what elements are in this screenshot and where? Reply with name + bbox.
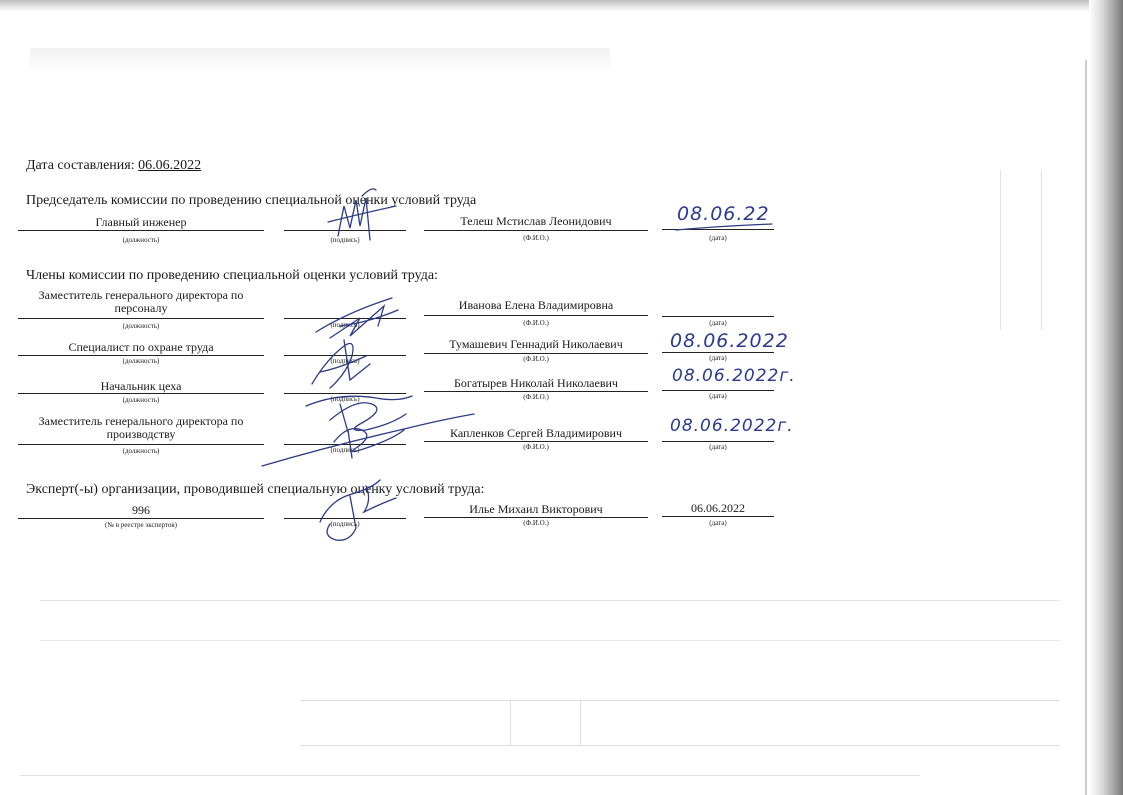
fio-line <box>424 315 648 316</box>
position-line <box>18 318 264 319</box>
registry-caption: (№ в реестре экспертов) <box>104 521 177 529</box>
position-caption: (должность) <box>122 322 160 330</box>
members-heading: Члены комиссии по проведению специальной оценки условий труда: <box>26 268 438 283</box>
date-line <box>662 390 774 391</box>
expert-date: 06.06.2022 <box>691 501 745 515</box>
signature-line <box>284 318 406 319</box>
position-line <box>18 393 264 394</box>
member-3-date-handwritten: 08.06.2022г. <box>672 366 796 386</box>
member-4-name: Капленков Сергей Владимирович <box>449 426 623 440</box>
compilation-date-value: 06.06.2022 <box>138 158 202 173</box>
signature-caption: (подпись) <box>330 357 360 365</box>
fio-line <box>424 517 648 518</box>
fio-line <box>424 441 648 442</box>
member-4-position: Заместитель генерального директора по производству <box>38 414 244 441</box>
signature-caption: (подпись) <box>330 395 360 403</box>
chair-position: Главный инженер <box>95 215 187 229</box>
expert-registry-number: 996 <box>132 503 150 517</box>
signature-line <box>284 444 406 445</box>
fio-caption: (Ф.И.О.) <box>523 393 549 401</box>
member-1-position: Заместитель генерального директора по персоналу <box>38 288 244 315</box>
date-caption: (дата) <box>709 519 727 527</box>
member-4-date-handwritten: 08.06.2022г. <box>670 416 794 436</box>
member-3-position: Начальник цеха <box>100 379 182 393</box>
date-line <box>662 352 774 353</box>
signature-caption: (подпись) <box>330 236 360 244</box>
scan-top-edge <box>0 0 1123 12</box>
member-2-date-handwritten: 08.06.2022 <box>670 330 789 352</box>
scan-right-edge <box>1089 0 1123 795</box>
scan-page-edge <box>1085 60 1087 795</box>
position-caption: (должность) <box>122 447 160 455</box>
chair-heading: Председатель комиссии по проведению специальной оценки условий труда <box>26 193 477 208</box>
date-caption: (дата) <box>709 234 727 242</box>
position-line <box>18 355 264 356</box>
position-caption: (должность) <box>122 396 160 404</box>
signature-line <box>284 230 406 231</box>
position-line <box>18 444 264 445</box>
position-caption: (должность) <box>122 357 160 365</box>
fio-line <box>424 353 648 354</box>
member-1-name: Иванова Елена Владимировна <box>458 298 614 312</box>
fio-caption: (Ф.И.О.) <box>523 519 549 527</box>
chair-date-handwritten: 08.06.22 <box>677 203 770 225</box>
signature-caption: (подпись) <box>330 446 360 454</box>
date-caption: (дата) <box>709 354 727 362</box>
position-line <box>18 230 264 231</box>
chair-name: Телеш Мстислав Леонидович <box>460 214 612 228</box>
fio-line <box>424 391 648 392</box>
fio-caption: (Ф.И.О.) <box>523 319 549 327</box>
fio-line <box>424 230 648 231</box>
fio-caption: (Ф.И.О.) <box>523 355 549 363</box>
member-2-name: Тумашевич Геннадий Николаевич <box>449 337 623 351</box>
signature-line <box>284 355 406 356</box>
date-line <box>662 516 774 517</box>
compilation-date-label: Дата составления: <box>26 158 135 173</box>
signature-caption: (подпись) <box>330 520 360 528</box>
date-caption: (дата) <box>709 392 727 400</box>
signature-line <box>284 393 406 394</box>
member-2-position: Специалист по охране труда <box>68 340 214 354</box>
expert-heading: Эксперт(-ы) организации, проводившей специальную оценку условий труда: <box>26 482 485 497</box>
date-caption: (дата) <box>709 443 727 451</box>
registry-line <box>18 518 264 519</box>
date-line <box>662 229 774 230</box>
expert-name: Илье Михаил Викторович <box>469 502 603 516</box>
position-caption: (должность) <box>122 236 160 244</box>
member-3-name: Богатырев Николай Николаевич <box>454 376 618 390</box>
date-line <box>662 316 774 317</box>
signature-caption: (подпись) <box>330 321 360 329</box>
fio-caption: (Ф.И.О.) <box>523 443 549 451</box>
date-line <box>662 441 774 442</box>
fio-caption: (Ф.И.О.) <box>523 234 549 242</box>
compilation-date-line <box>26 158 205 174</box>
signature-line <box>284 518 406 519</box>
date-caption: (дата) <box>709 319 727 327</box>
scan-shadow <box>30 48 610 74</box>
